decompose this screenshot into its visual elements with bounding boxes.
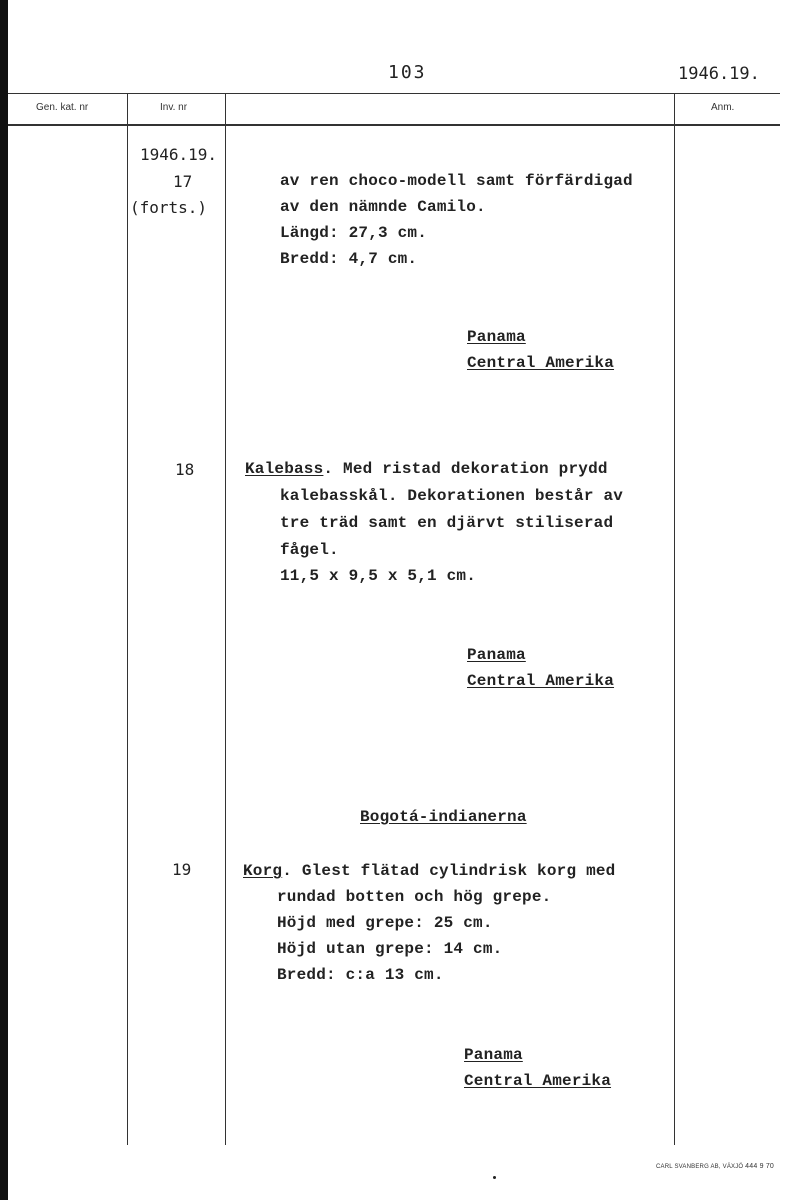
column-rule-1 [127,93,128,1145]
entry-17-width: Bredd: 4,7 cm. [280,250,418,268]
entry-18-line-2: kalebasskål. Dekorationen består av [280,487,624,505]
entry-19-line-2: rundad botten och hög grepe. [277,888,552,906]
entry-18-line-4: fågel. [280,541,339,559]
inv-year: 1946.19. [140,145,218,164]
column-rule-3 [674,93,675,1145]
inv-note-continued: (forts.) [130,198,208,217]
column-rule-2 [225,93,226,1145]
entry-17-length: Längd: 27,3 cm. [280,224,428,242]
ink-speck [493,1176,496,1179]
entry-19-height-with-handle: Höjd med grepe: 25 cm. [277,914,493,932]
entry-18-region: Central Amerika [467,672,615,690]
section-heading: Bogotá-indianerna [360,808,527,826]
entry-17-line-2: av den nämnde Camilo. [280,198,486,216]
entry-18-place: Panama [467,646,526,664]
entry-19-title: Korg [243,862,283,880]
printer-imprint [656,1163,774,1170]
entry-19-place: Panama [464,1046,523,1064]
header-top-rule [8,93,780,94]
page-number: 103 [388,62,427,83]
entry-19-region: Central Amerika [464,1072,612,1090]
inv-number-19: 19 [172,860,192,879]
entry-17-region: Central Amerika [467,354,615,372]
column-header-gen-kat: Gen. kat. nr [36,102,89,113]
entry-18-line-3: tre träd samt en djärvt stiliserad [280,514,614,532]
catalogue-number-header: 1946.19. [678,64,760,84]
header-bottom-rule [8,124,780,126]
entry-18-title: Kalebass [245,460,324,478]
entry-18-line-1-text: . Med ristad dekoration prydd [323,460,608,478]
entry-17-place: Panama [467,328,526,346]
entry-17-line-1: av ren choco-modell samt förfärdigad [280,172,633,190]
entry-19-height-without-handle: Höjd utan grepe: 14 cm. [277,940,503,958]
entry-19-width: Bredd: c:a 13 cm. [277,966,444,984]
print-code: 444 9 70 [745,1163,775,1170]
column-header-anm: Anm. [711,102,735,113]
entry-18-dimensions: 11,5 x 9,5 x 5,1 cm. [280,567,477,585]
binding-edge [0,0,8,1200]
printer-name: CARL SVANBERG AB, VÄXJÖ [656,1164,744,1170]
inv-number-17: 17 [173,172,193,191]
column-header-inv: Inv. nr [160,102,188,113]
entry-18-line-1 [245,460,608,478]
entry-19-line-1-text: . Glest flätad cylindrisk korg med [282,862,616,880]
entry-19-line-1 [243,862,615,880]
inv-number-18: 18 [175,460,195,479]
